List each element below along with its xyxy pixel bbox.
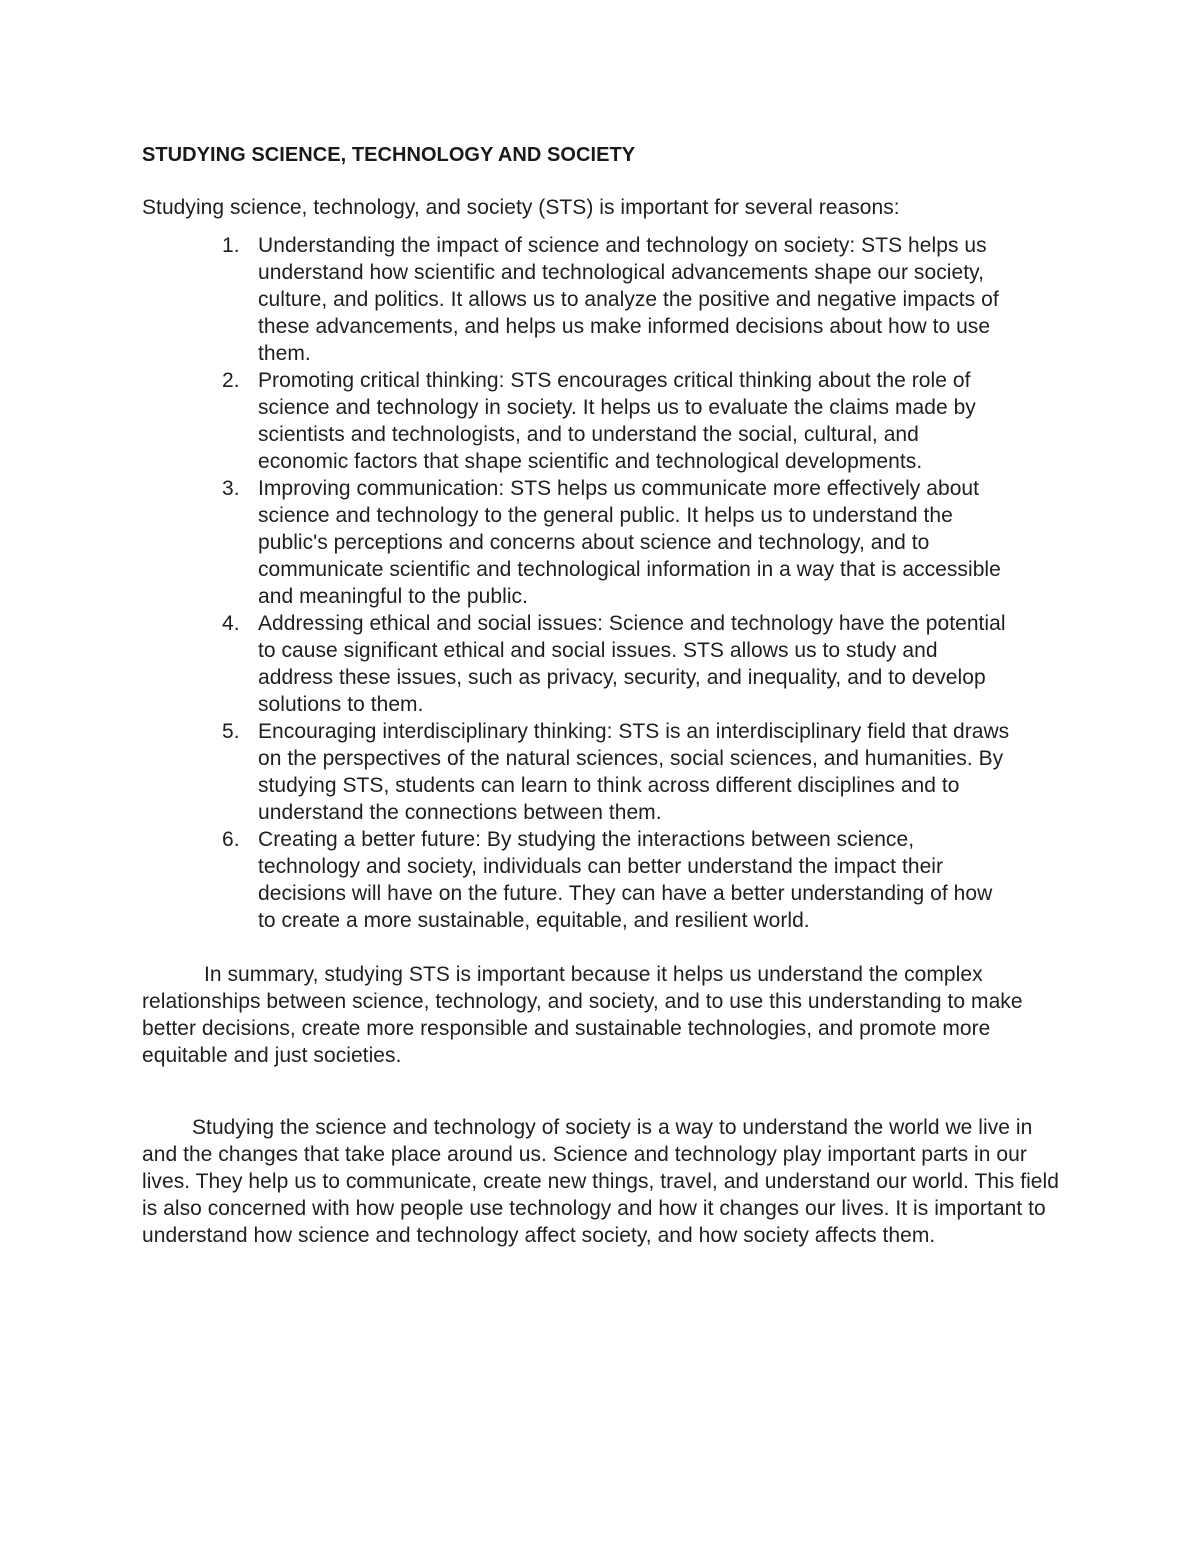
- list-item: [222, 826, 1014, 934]
- list-item: [222, 232, 1014, 367]
- list-item-number: 3.: [222, 477, 240, 500]
- summary-paragraph: In summary, studying STS is important because it helps us understand the complex relationships between science, technology, and society, and to use this understanding to make better decisions, create more responsible and sustainable technologies, and promote more equitable and just societies.: [142, 963, 1023, 1067]
- list-item-text: Improving communication: STS helps us communicate more effectively about science and technology to the general public. It helps us to understand the public's perceptions and concerns about science and technology, and to communicate scientific and technological information in a way that is accessible and meaningful to the public.: [258, 477, 1001, 608]
- list-item-number: 5.: [222, 720, 240, 743]
- list-item: [222, 610, 1014, 718]
- list-item-number: 4.: [222, 612, 240, 635]
- list-item-number: 6.: [222, 828, 240, 851]
- document-title: STUDYING SCIENCE, TECHNOLOGY AND SOCIETY: [142, 144, 636, 166]
- list-item-text: Addressing ethical and social issues: Science and technology have the potential to cause significant ethical and social issues. STS allows us to study and address these issues, such as privacy, security, and inequality, and to develop solutions to them.: [258, 612, 1006, 716]
- closing-paragraph: Studying the science and technology of society is a way to understand the world we live in and the changes that take place around us. Science and technology play important parts in our lives. They help us to communicate, create new things, travel, and understand our world. This field is also concerned with how people use technology and how it changes our lives. It is important to understand how science and technology affect society, and how society affects them.: [142, 1116, 1059, 1247]
- list-item-text: Promoting critical thinking: STS encourages critical thinking about the role of science and technology in society. It helps us to evaluate the claims made by scientists and technologists, and to understand the social, cultural, and economic factors that shape scientific and technological developments.: [258, 369, 976, 473]
- list-item: [222, 367, 1014, 475]
- list-item: [222, 718, 1014, 826]
- list-item-number: 2.: [222, 369, 240, 392]
- list-item: [222, 475, 1014, 610]
- list-item-text: Understanding the impact of science and technology on society: STS helps us understand how scientific and technological advancements shape our society, culture, and politics. It allows us to analyze the positive and negative impacts of these advancements, and helps us make informed decisions about how to use them.: [258, 234, 999, 365]
- intro-paragraph: Studying science, technology, and society (STS) is important for several reasons:: [142, 196, 900, 219]
- reasons-list: [142, 232, 1014, 934]
- list-item-number: 1.: [222, 234, 240, 257]
- list-item-text: Creating a better future: By studying the interactions between science, technology and society, individuals can better understand the impact their decisions will have on the future. They can have a better understanding of how to create a more sustainable, equitable, and resilient world.: [258, 828, 993, 932]
- document-body: [142, 140, 1072, 1249]
- list-item-text: Encouraging interdisciplinary thinking: STS is an interdisciplinary field that draws on the perspectives of the natural sciences, social sciences, and humanities. By studying STS, students can learn to think across different disciplines and to understand the connections between them.: [258, 720, 1010, 824]
